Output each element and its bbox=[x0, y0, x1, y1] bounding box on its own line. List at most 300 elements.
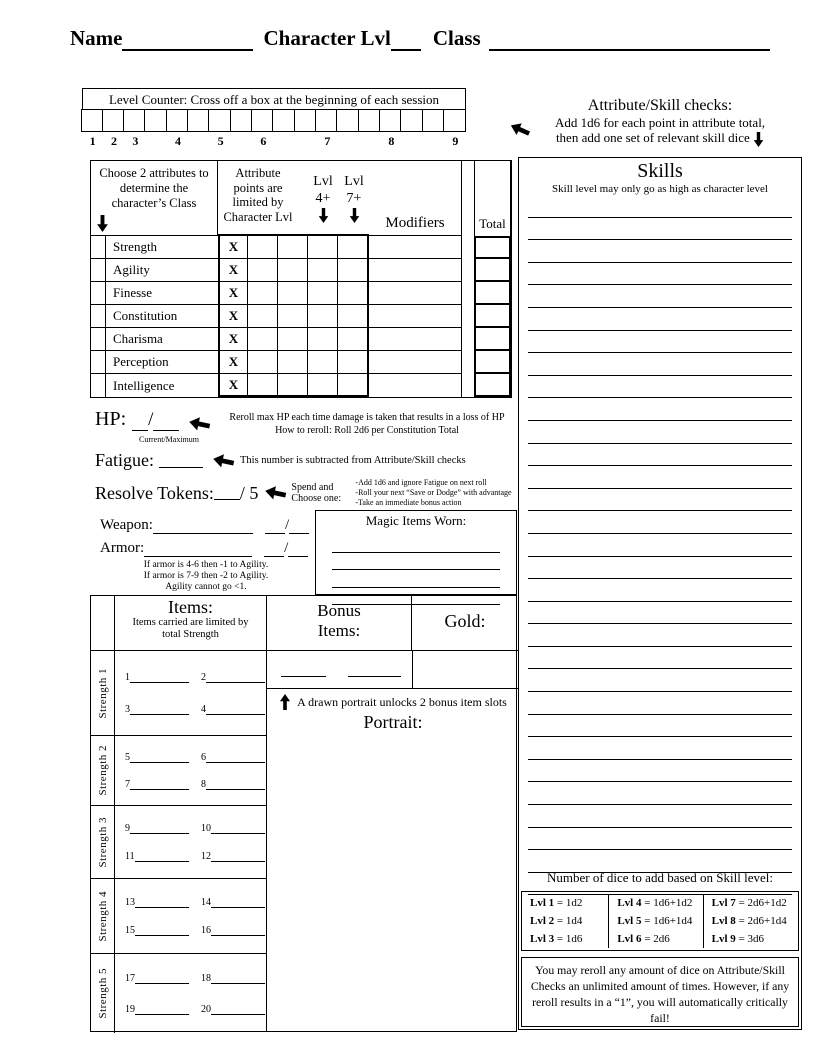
item-slot bbox=[201, 778, 265, 790]
skill-line[interactable] bbox=[528, 444, 792, 467]
attribute-point-box[interactable] bbox=[308, 305, 338, 328]
attribute-name: Finesse bbox=[106, 282, 218, 305]
fatigue-note: This number is subtracted from Attribute/Skill checks bbox=[240, 455, 466, 466]
hp-slash: / bbox=[148, 409, 154, 430]
attribute-point-box[interactable] bbox=[278, 374, 308, 397]
attribute-point-box[interactable] bbox=[248, 236, 278, 259]
item-slot-row bbox=[125, 778, 266, 790]
attribute-skill-checks-note bbox=[514, 97, 806, 147]
attribute-point-box[interactable] bbox=[248, 282, 278, 305]
item-slot bbox=[125, 751, 189, 763]
attribute-skill-checks-title: Attribute/Skill checks: bbox=[587, 97, 733, 114]
item-slot bbox=[201, 751, 265, 763]
skill-line[interactable] bbox=[528, 782, 792, 805]
attribute-total-box[interactable] bbox=[474, 259, 511, 282]
vitals-block bbox=[95, 408, 525, 508]
attribute-point-box[interactable] bbox=[278, 351, 308, 374]
item-slot-line[interactable] bbox=[206, 751, 265, 763]
fatigue-label: Fatigue: bbox=[95, 450, 154, 470]
attribute-point-box[interactable] bbox=[338, 259, 369, 282]
equipment-block bbox=[100, 511, 312, 593]
attribute-total-box[interactable] bbox=[474, 374, 511, 397]
item-slot-line[interactable] bbox=[206, 778, 265, 790]
item-slot-line[interactable] bbox=[211, 850, 265, 862]
skill-line[interactable] bbox=[528, 692, 792, 715]
attribute-point-box[interactable] bbox=[248, 305, 278, 328]
portrait-note: A drawn portrait unlocks 2 bonus item slots bbox=[267, 694, 519, 710]
magic-item-line[interactable] bbox=[332, 535, 500, 553]
dice-cell: Lvl 6 = 2d6 bbox=[609, 930, 703, 948]
skill-line[interactable] bbox=[528, 715, 792, 738]
attribute-point-box[interactable] bbox=[308, 328, 338, 351]
attribute-point-box[interactable] bbox=[248, 259, 278, 282]
attribute-total-box[interactable] bbox=[474, 305, 511, 328]
level-box[interactable] bbox=[422, 109, 445, 132]
column-gap bbox=[462, 236, 474, 259]
character-lvl-label: Character Lvl bbox=[263, 26, 391, 50]
item-slot-number: 6 bbox=[201, 752, 206, 763]
level-counter-numbers bbox=[82, 134, 466, 150]
level-box[interactable] bbox=[358, 109, 381, 132]
level-number: 7 bbox=[324, 134, 331, 148]
level-box[interactable] bbox=[336, 109, 359, 132]
dice-cell: Lvl 7 = 2d6+1d2 bbox=[711, 897, 787, 909]
item-slot bbox=[125, 822, 189, 834]
portrait-label: Portrait: bbox=[363, 712, 423, 732]
attribute-choose-cell[interactable] bbox=[91, 305, 106, 328]
item-slot-line[interactable] bbox=[211, 822, 265, 834]
column-gap bbox=[462, 282, 474, 305]
attribute-point-box[interactable] bbox=[338, 351, 369, 374]
down-arrow-icon bbox=[753, 132, 764, 147]
modifier-cell[interactable] bbox=[369, 351, 462, 374]
attribute-total-box[interactable] bbox=[474, 351, 511, 374]
attribute-point-box[interactable] bbox=[338, 305, 369, 328]
column-gap bbox=[462, 328, 474, 351]
level-number: 5 bbox=[217, 134, 224, 148]
attribute-point-free: X bbox=[218, 351, 248, 374]
item-slot-row bbox=[125, 972, 266, 984]
attribute-point-free: X bbox=[218, 282, 248, 305]
resolve-option: -Roll your next “Save or Dodge” with advantage bbox=[355, 488, 512, 497]
skill-line[interactable] bbox=[528, 489, 792, 512]
skill-line[interactable] bbox=[528, 398, 792, 421]
item-slot bbox=[201, 671, 265, 683]
strength-group-label: Strength 1 bbox=[96, 667, 109, 719]
bonus-items-header: Bonus Items: bbox=[266, 596, 411, 651]
attribute-point-box[interactable] bbox=[338, 374, 369, 397]
armor-note-line: If armor is 4-6 then -1 to Agility. bbox=[143, 560, 269, 570]
item-slot-row bbox=[125, 1003, 266, 1015]
attribute-total-box[interactable] bbox=[474, 282, 511, 305]
resolve-label: Resolve Tokens: bbox=[95, 482, 214, 503]
item-slot bbox=[125, 778, 189, 790]
attribute-skill-checks-line1: Add 1d6 for each point in attribute total, bbox=[554, 115, 766, 130]
skill-line[interactable] bbox=[528, 805, 792, 828]
gold-cell[interactable] bbox=[412, 651, 519, 688]
item-slot-line[interactable] bbox=[211, 896, 265, 908]
skill-line[interactable] bbox=[528, 263, 792, 286]
attribute-choose-cell[interactable] bbox=[91, 328, 106, 351]
level-box[interactable] bbox=[230, 109, 253, 132]
attribute-point-box[interactable] bbox=[338, 328, 369, 351]
item-slot-number: 1 bbox=[125, 672, 130, 683]
portrait-area[interactable] bbox=[267, 688, 519, 1031]
lvl4-header: Lvl 4+ bbox=[308, 173, 338, 224]
item-slot-line[interactable] bbox=[135, 1003, 189, 1015]
item-slot-number: 9 bbox=[125, 823, 130, 834]
attribute-point-box[interactable] bbox=[278, 282, 308, 305]
dice-cell: Lvl 9 = 3d6 bbox=[711, 933, 765, 945]
level-number: 4 bbox=[175, 134, 181, 148]
item-slot-line[interactable] bbox=[206, 671, 265, 683]
item-slot-line[interactable] bbox=[135, 896, 189, 908]
skill-line[interactable] bbox=[528, 534, 792, 557]
header bbox=[70, 26, 770, 51]
item-slots bbox=[114, 954, 266, 1033]
attribute-point-box[interactable] bbox=[248, 374, 278, 397]
item-slots bbox=[114, 806, 266, 878]
strength-group-row bbox=[91, 736, 266, 806]
level-box[interactable] bbox=[400, 109, 423, 132]
lvl7-header: Lvl 7+ bbox=[339, 173, 369, 224]
attribute-point-box[interactable] bbox=[308, 259, 338, 282]
level-box[interactable] bbox=[294, 109, 317, 132]
strength-group-label: Strength 4 bbox=[96, 890, 109, 942]
resolve-option: -Add 1d6 and ignore Fatigue on next roll bbox=[355, 478, 487, 487]
item-slot-number: 4 bbox=[201, 704, 206, 715]
attribute-point-box[interactable] bbox=[308, 236, 338, 259]
armor-note-line: Agility cannot go <1. bbox=[165, 582, 247, 592]
modifier-cell[interactable] bbox=[369, 282, 462, 305]
level-box[interactable] bbox=[251, 109, 274, 132]
attribute-name: Strength bbox=[106, 236, 218, 259]
attribute-total-box[interactable] bbox=[474, 236, 511, 259]
skill-line[interactable] bbox=[528, 669, 792, 692]
modifier-cell[interactable] bbox=[369, 374, 462, 397]
item-slots bbox=[114, 736, 266, 805]
skill-line[interactable] bbox=[528, 602, 792, 625]
item-slot-number: 14 bbox=[201, 896, 211, 908]
attribute-choose-cell[interactable] bbox=[91, 351, 106, 374]
character-lvl-input-line[interactable] bbox=[391, 33, 421, 51]
column-gap bbox=[462, 305, 474, 328]
hp-max-line[interactable] bbox=[153, 417, 179, 431]
item-slot-number: 16 bbox=[201, 925, 211, 937]
item-slots bbox=[114, 879, 266, 953]
strength-group-row bbox=[91, 651, 266, 736]
item-slot bbox=[125, 924, 189, 936]
attribute-name: Intelligence bbox=[113, 377, 175, 393]
dice-cell: Lvl 4 = 1d6+1d2 bbox=[609, 894, 703, 912]
level-box[interactable] bbox=[187, 109, 210, 132]
level-box[interactable] bbox=[144, 109, 167, 132]
item-slot bbox=[201, 924, 265, 936]
level-number: 6 bbox=[260, 134, 267, 148]
skill-line[interactable] bbox=[528, 353, 792, 376]
skill-line[interactable] bbox=[528, 466, 792, 489]
level-box[interactable] bbox=[123, 109, 146, 132]
dice-cell: Lvl 3 = 1d6 bbox=[522, 930, 609, 948]
choose-attributes-header: Choose 2 attributes to determine the character’s Class bbox=[91, 161, 218, 236]
item-slot-line[interactable] bbox=[130, 703, 189, 715]
attribute-choose-cell[interactable] bbox=[91, 282, 106, 305]
skill-line[interactable] bbox=[528, 218, 792, 241]
skill-line[interactable] bbox=[528, 331, 792, 354]
resolve-option: -Take an immediate bonus action bbox=[355, 498, 462, 507]
item-slot bbox=[125, 671, 189, 683]
item-slot-row bbox=[125, 896, 266, 908]
level-box[interactable] bbox=[208, 109, 231, 132]
down-arrow-icon bbox=[96, 215, 109, 232]
modifier-cell[interactable] bbox=[369, 259, 462, 282]
attribute-point-box[interactable] bbox=[308, 282, 338, 305]
modifier-cell[interactable] bbox=[369, 305, 462, 328]
resolve-spend-label: Spend and Choose one: bbox=[291, 482, 342, 504]
level-number: 2 bbox=[111, 134, 117, 148]
item-slot bbox=[125, 1003, 189, 1015]
armor-notes bbox=[100, 560, 312, 593]
strength-group-label: Strength 5 bbox=[96, 968, 109, 1019]
dice-cell: Lvl 1 = 1d2 bbox=[522, 894, 609, 912]
resolve-line[interactable] bbox=[214, 486, 240, 500]
item-slot bbox=[201, 896, 265, 908]
item-slot-line[interactable] bbox=[135, 850, 189, 862]
attribute-point-free: X bbox=[218, 328, 248, 351]
item-slot-number: 8 bbox=[201, 779, 206, 790]
item-slot-line[interactable] bbox=[211, 924, 265, 936]
item-slots bbox=[114, 651, 266, 735]
item-slot-number: 12 bbox=[201, 851, 211, 862]
skill-line[interactable] bbox=[528, 511, 792, 534]
modifier-cell[interactable] bbox=[369, 236, 462, 259]
magic-item-line[interactable] bbox=[332, 570, 500, 588]
item-slot-row bbox=[125, 751, 266, 763]
item-slot-line[interactable] bbox=[130, 822, 189, 834]
item-slot-number: 13 bbox=[125, 896, 135, 908]
skill-line[interactable] bbox=[528, 421, 792, 444]
item-slot bbox=[201, 703, 265, 715]
fatigue-line[interactable] bbox=[159, 454, 203, 468]
item-slot-row bbox=[125, 850, 266, 862]
dice-cell: Lvl 8 = 2d6+1d4 bbox=[711, 915, 787, 927]
modifier-cell[interactable] bbox=[369, 328, 462, 351]
item-slot bbox=[125, 850, 189, 862]
attribute-point-box[interactable] bbox=[278, 236, 308, 259]
items-header-spacer bbox=[91, 596, 114, 651]
item-slot-number: 18 bbox=[201, 973, 211, 985]
skill-line[interactable] bbox=[528, 285, 792, 308]
skill-line[interactable] bbox=[528, 240, 792, 263]
column-gap bbox=[462, 374, 474, 397]
item-slot bbox=[201, 822, 265, 834]
dice-cell: Lvl 5 = 1d6+1d4 bbox=[609, 912, 703, 930]
attribute-points-header: Attribute points are limited by Character Lvl Lvl 4+ Lvl 7+ bbox=[218, 161, 369, 236]
item-slot-number: 17 bbox=[125, 973, 135, 985]
strength-group-row bbox=[91, 954, 266, 1033]
item-slot-line[interactable] bbox=[135, 972, 189, 984]
strength-groups bbox=[91, 651, 266, 1031]
weapon-line[interactable] bbox=[153, 520, 253, 534]
attribute-point-free: X bbox=[218, 374, 248, 397]
item-slot-number: 7 bbox=[125, 779, 130, 790]
level-counter-title: Level Counter: Cross off a box at the beginning of each session bbox=[82, 88, 466, 110]
item-slot-number: 15 bbox=[125, 925, 135, 937]
weapon-label: Weapon: bbox=[100, 517, 153, 533]
attribute-skill-checks-line2: then add one set of relevant skill dice bbox=[555, 130, 750, 145]
level-box[interactable] bbox=[443, 109, 466, 132]
skills-subtitle: Skill level may only go as high as character level bbox=[552, 183, 768, 195]
item-slot-line[interactable] bbox=[206, 703, 265, 715]
gold-header: Gold: bbox=[411, 596, 518, 651]
weapon-slash: / bbox=[284, 517, 290, 533]
down-arrow-icon bbox=[349, 208, 360, 223]
skill-line[interactable] bbox=[528, 195, 792, 218]
level-number: 9 bbox=[452, 134, 459, 148]
armor-label: Armor: bbox=[100, 540, 145, 556]
modifiers-header: Modifiers bbox=[369, 161, 462, 236]
attribute-choose-cell[interactable] bbox=[91, 259, 106, 282]
level-box[interactable] bbox=[315, 109, 338, 132]
item-slot-number: 3 bbox=[125, 704, 130, 715]
column-gap bbox=[462, 351, 474, 374]
item-slot-line[interactable] bbox=[130, 778, 189, 790]
skill-line[interactable] bbox=[528, 308, 792, 331]
items-subheader: Items carried are limited by total Strength bbox=[132, 617, 249, 640]
magic-items-box bbox=[315, 510, 517, 595]
armor-rating-line2[interactable] bbox=[288, 543, 308, 557]
up-arrow-icon bbox=[279, 694, 291, 710]
attribute-choose-cell[interactable] bbox=[91, 236, 106, 259]
weapon-dmg-line2[interactable] bbox=[289, 520, 309, 534]
item-slot-number: 5 bbox=[125, 752, 130, 763]
dice-cell: Lvl 2 = 1d4 bbox=[522, 912, 609, 930]
attribute-name: Agility bbox=[106, 259, 218, 282]
item-slot bbox=[125, 896, 189, 908]
armor-rating-line1[interactable] bbox=[264, 543, 284, 557]
attribute-name: Charisma bbox=[106, 328, 218, 351]
item-slot-row bbox=[125, 822, 266, 834]
attribute-point-box[interactable] bbox=[338, 236, 369, 259]
armor-line[interactable] bbox=[144, 543, 252, 557]
skill-line[interactable] bbox=[528, 647, 792, 670]
skills-panel bbox=[518, 157, 802, 1030]
item-slot-number: 11 bbox=[125, 851, 135, 862]
bonus-item-line[interactable] bbox=[348, 663, 401, 677]
level-box[interactable] bbox=[272, 109, 295, 132]
attribute-choose-cell[interactable] bbox=[91, 374, 106, 397]
item-slot bbox=[201, 850, 265, 862]
item-slot-number: 10 bbox=[201, 823, 211, 834]
item-slot-number: 2 bbox=[201, 672, 206, 683]
item-slot-line[interactable] bbox=[135, 924, 189, 936]
hp-label: HP: bbox=[95, 408, 127, 430]
skill-line[interactable] bbox=[528, 828, 792, 851]
header-gap bbox=[462, 161, 474, 236]
items-table bbox=[90, 595, 517, 1032]
magic-item-line[interactable] bbox=[332, 553, 500, 571]
bonus-item-slots bbox=[267, 651, 412, 688]
skill-line[interactable] bbox=[528, 579, 792, 602]
level-counter bbox=[82, 88, 466, 150]
item-slot-line[interactable] bbox=[211, 972, 265, 984]
name-input-line[interactable] bbox=[122, 33, 253, 51]
attribute-point-box[interactable] bbox=[338, 282, 369, 305]
skills-lines bbox=[528, 195, 792, 895]
attribute-point-box[interactable] bbox=[308, 351, 338, 374]
level-counter-boxes bbox=[82, 109, 466, 132]
strength-group-label: Strength 2 bbox=[96, 745, 109, 796]
attribute-name: Constitution bbox=[106, 305, 218, 328]
item-slot bbox=[125, 703, 189, 715]
item-slot-line[interactable] bbox=[130, 671, 189, 683]
dice-table-title: Number of dice to add based on Skill level: bbox=[546, 870, 773, 885]
skill-line[interactable] bbox=[528, 737, 792, 760]
armor-slash: / bbox=[284, 540, 289, 556]
class-input-line[interactable] bbox=[489, 33, 770, 51]
attribute-table bbox=[90, 160, 512, 398]
item-slot bbox=[201, 972, 265, 984]
hp-note: Reroll max HP each time damage is taken that results in a loss of HP How to reroll: Roll 2d6 per Constitution Total bbox=[229, 412, 505, 436]
item-slot bbox=[125, 972, 189, 984]
attribute-point-box[interactable] bbox=[248, 328, 278, 351]
attribute-point-box[interactable] bbox=[248, 351, 278, 374]
column-gap bbox=[462, 259, 474, 282]
name-label: Name bbox=[70, 26, 123, 50]
skill-line[interactable] bbox=[528, 760, 792, 783]
attribute-point-box[interactable] bbox=[278, 305, 308, 328]
skill-line[interactable] bbox=[528, 376, 792, 399]
dice-table bbox=[521, 891, 799, 951]
attribute-point-box[interactable] bbox=[278, 259, 308, 282]
level-box[interactable] bbox=[379, 109, 402, 132]
strength-group-row bbox=[91, 879, 266, 954]
items-right-region bbox=[266, 651, 519, 1031]
magic-items-title: Magic Items Worn: bbox=[365, 513, 467, 528]
attribute-point-free: X bbox=[218, 259, 248, 282]
skill-line[interactable] bbox=[528, 624, 792, 647]
skill-line[interactable] bbox=[528, 557, 792, 580]
attribute-point-box[interactable] bbox=[308, 374, 338, 397]
left-arrow-icon bbox=[264, 484, 287, 502]
weapon-dmg-line1[interactable] bbox=[265, 520, 285, 534]
class-label: Class bbox=[432, 26, 481, 50]
bonus-item-line[interactable] bbox=[281, 663, 326, 677]
attribute-point-free: X bbox=[218, 236, 248, 259]
total-header: Total bbox=[474, 161, 511, 236]
level-box[interactable] bbox=[102, 109, 125, 132]
attribute-total-box[interactable] bbox=[474, 328, 511, 351]
level-number: 3 bbox=[132, 134, 139, 148]
attribute-point-box[interactable] bbox=[278, 328, 308, 351]
left-arrow-icon bbox=[212, 451, 235, 469]
level-box[interactable] bbox=[81, 109, 104, 132]
item-slot-line[interactable] bbox=[211, 1003, 265, 1015]
resolve-max: / 5 bbox=[239, 482, 259, 503]
level-number: 1 bbox=[89, 134, 96, 148]
attribute-point-free: X bbox=[218, 305, 248, 328]
item-slot bbox=[201, 1003, 265, 1015]
attribute-name: Perception bbox=[106, 351, 218, 374]
item-slot-row bbox=[125, 924, 266, 936]
down-arrow-icon bbox=[318, 208, 329, 223]
items-header: Items: Items carried are limited by total Strength bbox=[114, 596, 266, 651]
item-slot-line[interactable] bbox=[130, 751, 189, 763]
hp-current-line[interactable] bbox=[132, 417, 148, 431]
hp-caption: Current/Maximum bbox=[139, 435, 199, 444]
level-box[interactable] bbox=[166, 109, 189, 132]
item-slot-row bbox=[125, 671, 266, 683]
